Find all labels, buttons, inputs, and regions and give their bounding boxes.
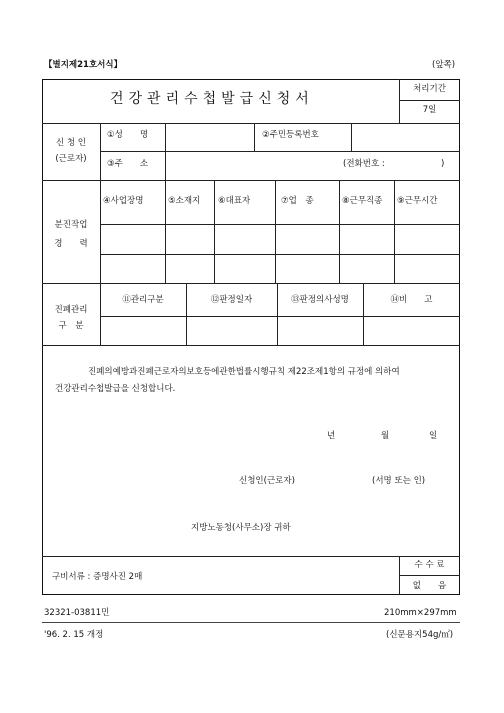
revision-date: '96. 2. 15 개정	[44, 630, 104, 640]
work-history-section-label: 분진작업	[54, 220, 88, 230]
applicant-section-label: 신 청 인	[55, 138, 87, 148]
phone-close-paren: )	[441, 159, 445, 169]
required-documents: 구비서류 : 증명사진 2매	[52, 572, 143, 582]
fee-value: 없 음	[412, 581, 447, 591]
phone-label: (전화번호 :	[343, 159, 385, 169]
doctor-name-header: ⑬판정의사성명	[291, 295, 349, 305]
name-label: ①성 명	[107, 130, 149, 140]
form-number: 【별지제21호서식】	[44, 60, 123, 70]
month-label: 월	[381, 431, 390, 441]
address-label: ③주 소	[107, 159, 149, 169]
pneumoconiosis-row[interactable]	[101, 317, 460, 344]
industry-header: ⑦업 종	[281, 196, 314, 206]
job-type-header: ⑧근무직종	[342, 196, 383, 206]
remarks-header: ⑭비 고	[390, 295, 433, 305]
fee-label: 수 수 료	[414, 560, 445, 570]
representative-header: ⑥대표자	[218, 196, 251, 206]
work-history-row-1[interactable]	[101, 225, 460, 253]
address-field[interactable]	[166, 152, 336, 179]
signature-note: (서명 또는 인)	[372, 476, 426, 486]
management-class-header: ⑪관리구분	[122, 295, 164, 305]
divider	[399, 575, 460, 576]
divider	[254, 123, 255, 151]
applicant-signature-label: 신청인(근로자)	[239, 476, 295, 486]
work-hours-header: ⑨근무시간	[397, 196, 438, 206]
processing-period-value: 7일	[422, 105, 437, 115]
processing-period-label: 처리기간	[413, 84, 446, 94]
work-history-row-2[interactable]	[101, 255, 460, 282]
pneumoconiosis-section-sublabel: 구 분	[58, 321, 84, 331]
ssn-label: ②주민등록번호	[262, 130, 319, 140]
divider	[42, 345, 460, 346]
divider	[399, 100, 460, 101]
work-history-section-sublabel: 경 력	[54, 239, 88, 249]
form-code: 32321-03811민	[44, 608, 110, 618]
day-label: 일	[429, 431, 438, 441]
ssn-field[interactable]	[352, 124, 459, 150]
form-title: 건강관리수첩발급신청서	[110, 91, 314, 107]
paper-type: (신문용지54g/㎡)	[386, 630, 454, 640]
recipient-label: 지방노동청(사무소)장 귀하	[191, 523, 291, 533]
divider	[42, 180, 460, 181]
year-label: 년	[327, 431, 336, 441]
bottom-rule	[42, 622, 460, 623]
location-header: ⑤소재지	[168, 196, 201, 206]
pneumoconiosis-section-label: 진폐관리	[54, 305, 88, 315]
divider	[42, 283, 460, 284]
statement-line-1: 진폐의예방과진폐근로자의보호등에관한법률시행규칙 제22조제1항의 규정에 의하여	[88, 367, 400, 377]
workplace-name-header: ④사업장명	[103, 196, 144, 206]
page-side-label: (앞쪽)	[432, 60, 456, 70]
applicant-section-sublabel: (근로자)	[55, 154, 87, 164]
name-field[interactable]	[166, 124, 253, 150]
paper-size: 210mm×297mm	[384, 608, 457, 618]
statement-line-2: 건강관리수첩발급을 신청합니다.	[55, 384, 176, 394]
judgment-date-header: ⑫판정일자	[210, 295, 253, 305]
divider	[42, 556, 460, 557]
